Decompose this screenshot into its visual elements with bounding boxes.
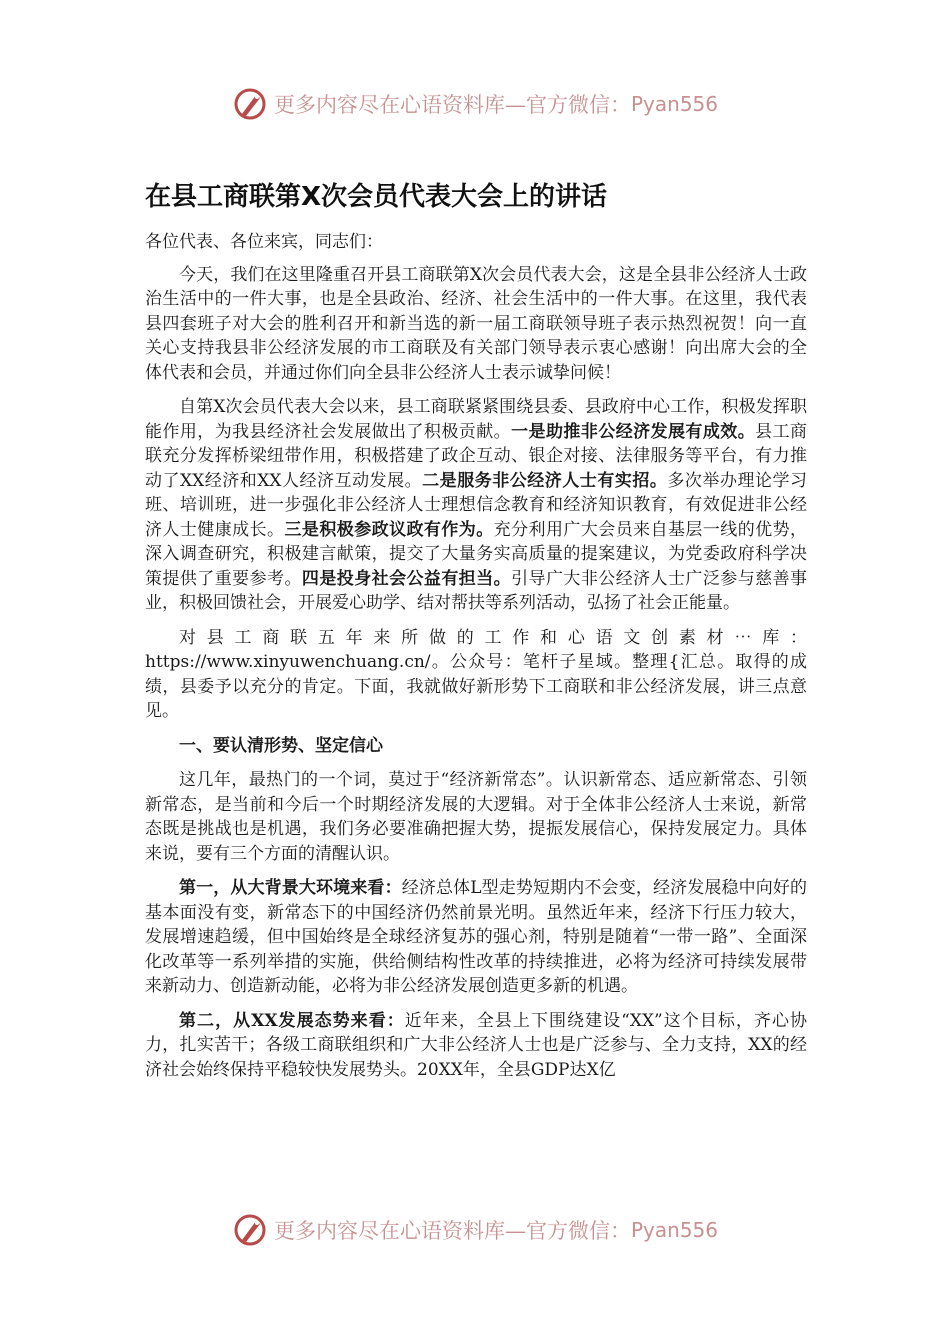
document-title: 在县工商联第Ⅹ次会员代表大会上的讲话	[145, 182, 608, 212]
bold-point-4: 四是投身社会公益有担当。	[301, 568, 512, 589]
footer-watermark	[0, 1210, 950, 1250]
document-body	[145, 230, 807, 1092]
watermark-text: 更多内容尽在心语资料库—官方微信：	[273, 93, 631, 117]
paragraph-opening: 今天，我们在这里隆重召开县工商联第Ⅹ次会员代表大会，这是全县非公经济人士政治生活中的一件大事，也是全县政治、经济、社会生活中的一件大事。在这里，我代表县四套班子对大会的胜利召开和新当选的新一届工商联领导班子表示热烈祝贺！向一直关心支持我县非公经济发展的市工商联及有关部门领导表示衷心感谢！向出席大会的全体代表和会员，并通过你们向全县非公经济人士表示诚挚问候！	[145, 264, 807, 383]
paragraph-achievements	[145, 395, 807, 616]
text-run: 县工商联充分发挥桥梁纽带作用，积极搭建了政企互动、银企对接、法律服务等平台，有力推动了XX经济和XX人经济互动发展。	[145, 421, 808, 491]
bold-point-2: 二是服务非公经济人士有实招。	[422, 470, 668, 491]
bold-point-3: 三是积极参政议政有作为。	[284, 519, 494, 540]
header-watermark	[0, 84, 950, 124]
bold-lead: 第二，从XX发展态势来看：	[179, 1010, 405, 1031]
text-run: 充分利用广大会员来自基层一线的优势，深入调查研究，积极建言献策，提交了大量务实高质量的提案建议，为党委政府科学决策提供了重要参考。	[145, 519, 808, 589]
text-run: 自第Ⅹ次会员代表大会以来，县工商联紧紧围绕县委、县政府中心工作，积极发挥职能作用，为我县经济社会发展做出了积极贡献。	[145, 397, 807, 442]
heading-text: 一、要认清形势、坚定信心	[179, 735, 383, 756]
pen-nib-circle-icon	[232, 1212, 268, 1248]
paragraph-second-point	[145, 1009, 807, 1083]
watermark-text: 更多内容尽在心语资料库—官方微信：	[273, 1219, 631, 1243]
text-run: 近年来，全县上下围绕建设“XX”这个目标，齐心协力，扎实苦干；各级工商联组织和广大非公经济人士也是广泛参与、全力支持，XX的经济社会始终保持平稳较快发展势头。20XX年，全县GDP达X亿	[145, 1010, 807, 1080]
bold-point-1: 一是助推非公经济发展有成效。	[511, 421, 756, 442]
greeting: 各位代表、各位来宾，同志们：	[145, 232, 383, 252]
bold-lead: 第一，从大背景大环境来看：	[179, 878, 402, 898]
paragraph-transition: 对县工商联五年来所做的工作和心语文创素材⋯库：https://www.xinyuwenchuang.cn/。公众号：笔杆子星域。整理{汇总。取得的成绩，县委予以充分的肯定。下面，我就做好新形势下工商联和非公经济发展，讲三点意见。	[145, 627, 807, 721]
pen-nib-circle-icon	[232, 86, 268, 122]
section-heading-1	[145, 734, 807, 759]
text-run: 引导广大非公经济人士广泛参与慈善事业，积极回馈社会，开展爱心助学、结对帮扶等系列活动，弘扬了社会正能量。	[145, 568, 808, 613]
paragraph-first-point	[145, 876, 807, 999]
watermark-wechat: Pyan556	[630, 1218, 718, 1242]
watermark-wechat: Pyan556	[630, 92, 718, 116]
text-run: 多次举办理论学习班、培训班，进一步强化非公经济人士理想信念教育和经济知识教育，有效促进非公经济人士健康成长。	[145, 470, 808, 540]
paragraph-new-normal: 这几年，最热门的一个词，莫过于“经济新常态”。认识新常态、适应新常态、引领新常态，是当前和今后一个时期经济发展的大逻辑。对于全体非公经济人士来说，新常态既是挑战也是机遇，我们务必要准确把握大势，提振发展信心，保持发展定力。具体来说，要有三个方面的清醒认识。	[145, 770, 807, 864]
text-run: 经济总体L型走势短期内不会变，经济发展稳中向好的基本面没有变，新常态下的中国经济仍然前景光明。虽然近年来，经济下行压力较大，发展增速趋缓，但中国始终是全球经济复苏的强心剂，特别是随着“一带一路”、全面深化改革等一系列举措的实施，供给侧结构性改革的持续推进，必将为经济可持续发展带来新动力、创造新动能，必将为非公经济发展创造更多新的机遇。	[145, 878, 807, 996]
